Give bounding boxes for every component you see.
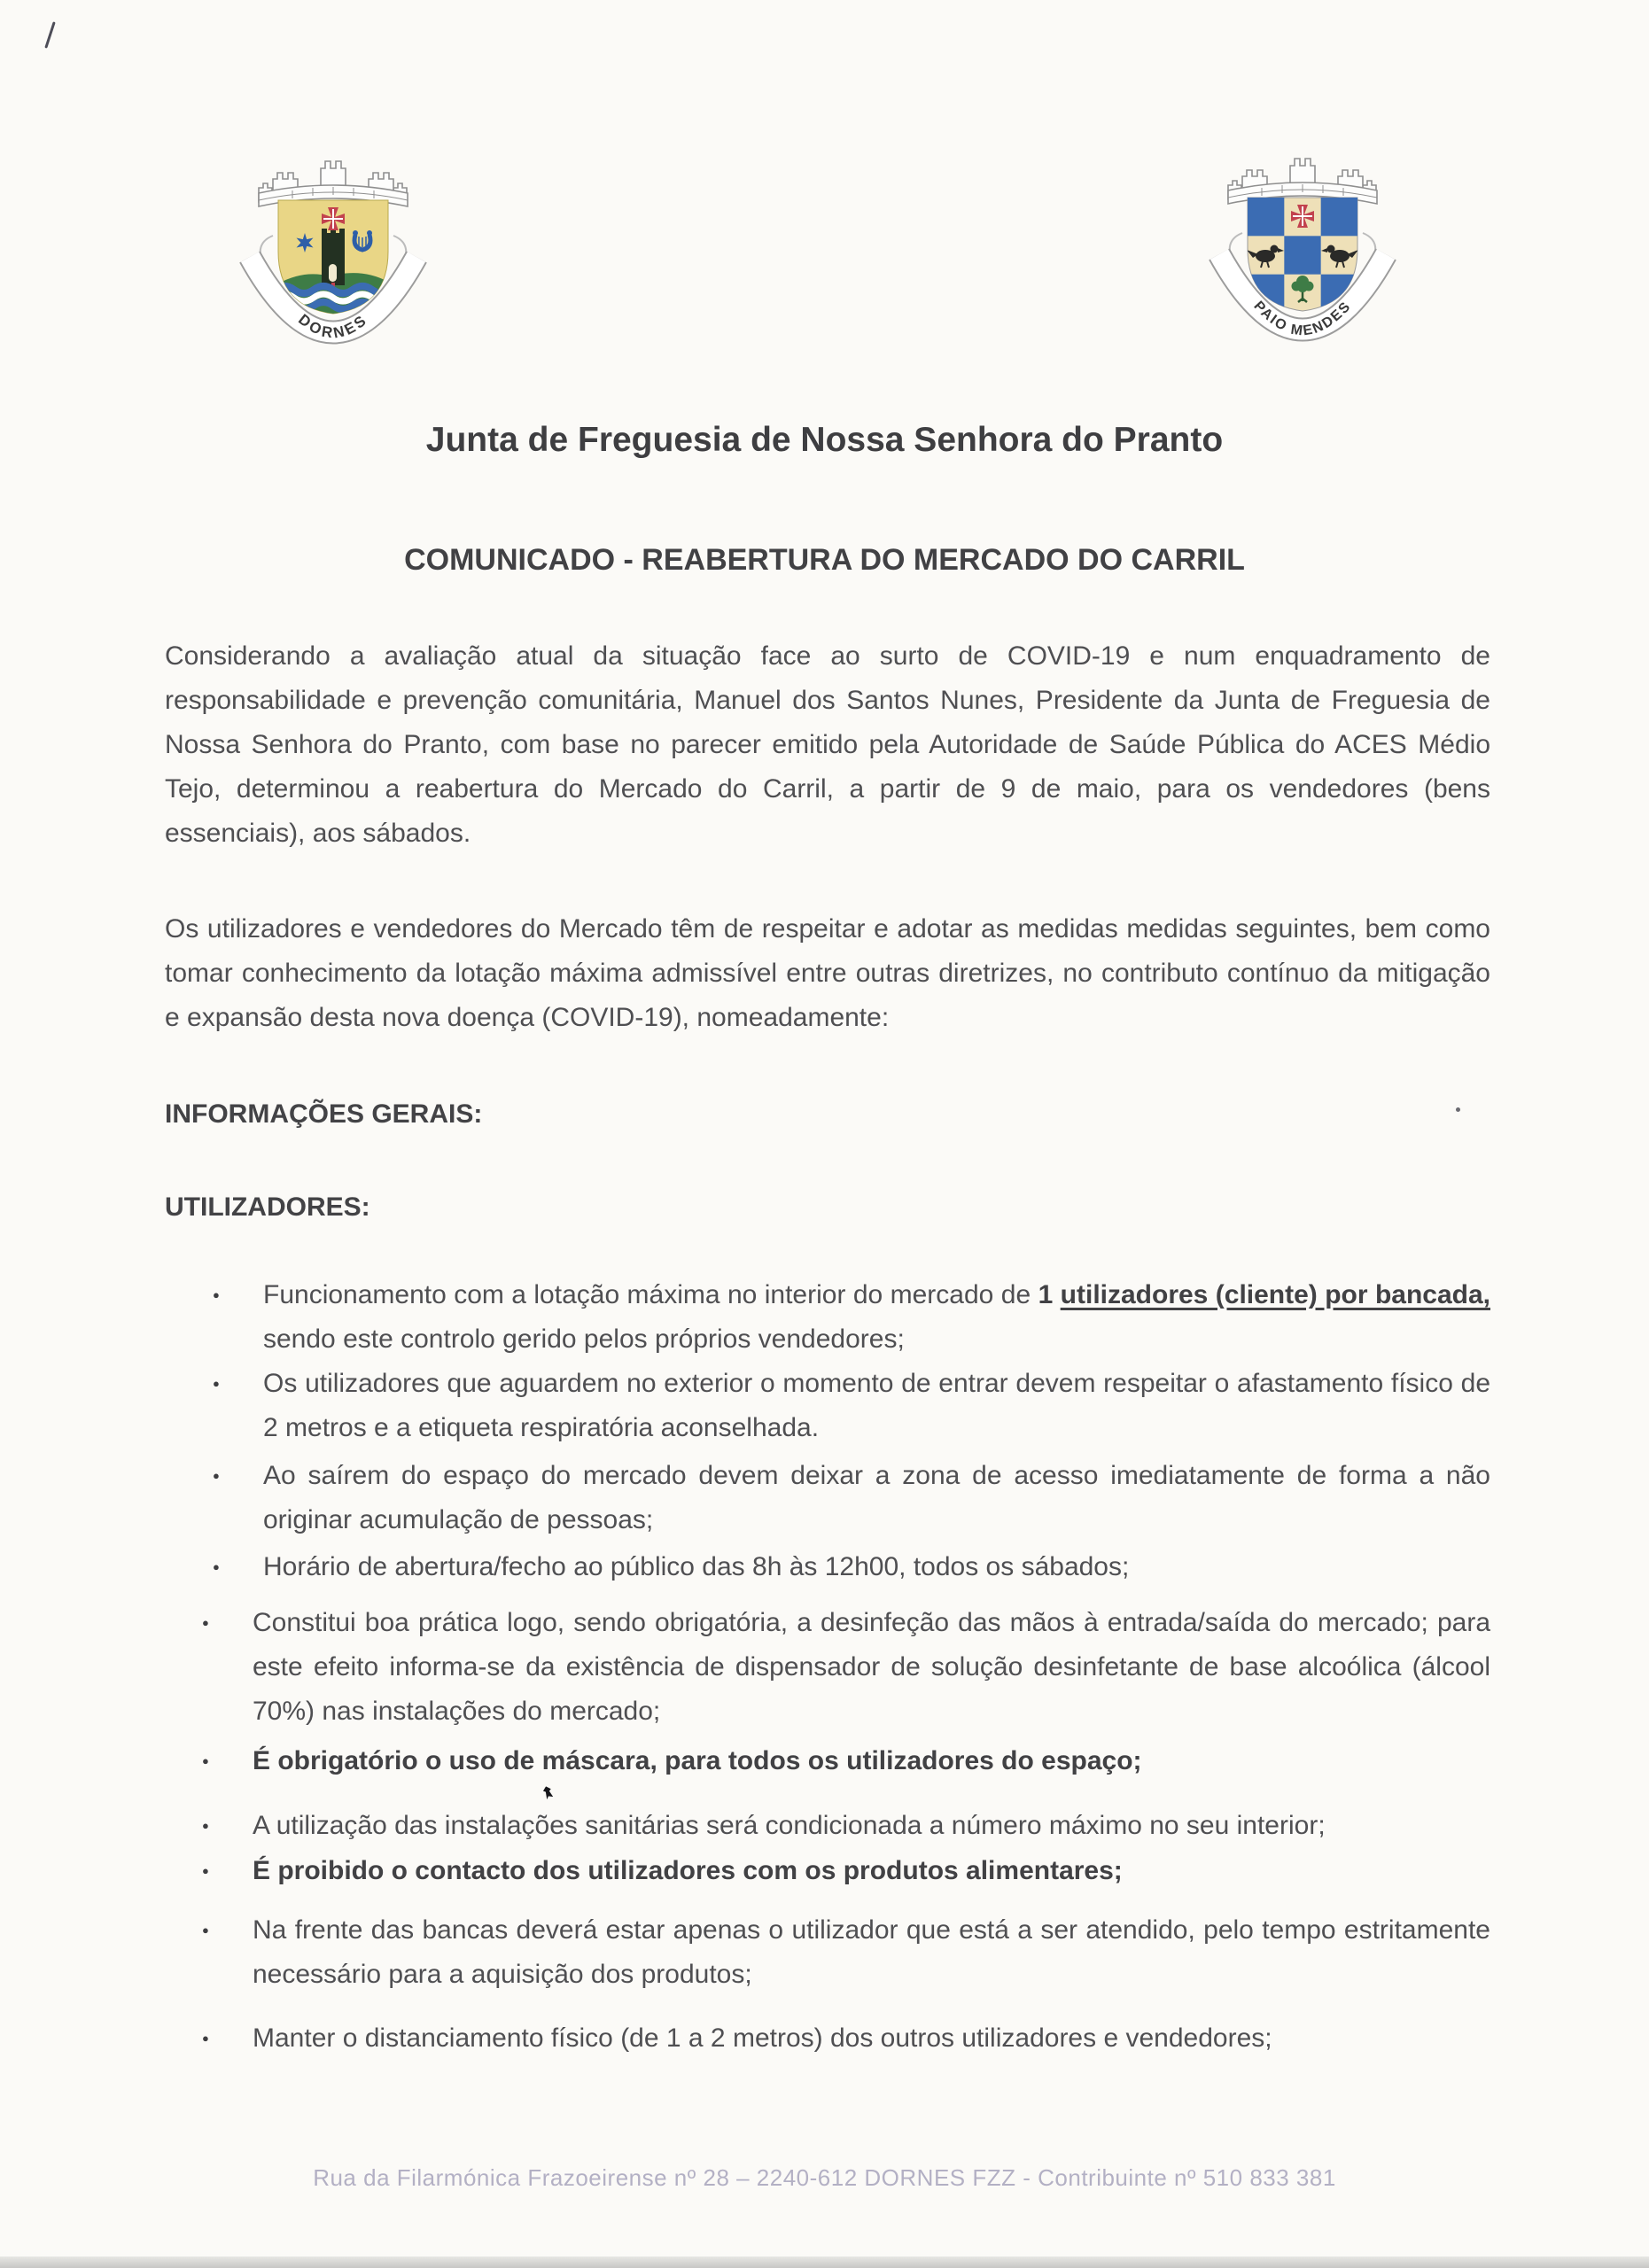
dornes-coat-of-arms [237, 151, 429, 351]
section-heading-general-info: INFORMAÇÕES GERAIS: [165, 1099, 483, 1129]
list-item [202, 1804, 1490, 1848]
list-item [202, 1849, 1490, 1893]
list-item [202, 1739, 1490, 1783]
measures-paragraph: Os utilizadores e vendedores do Mercado têm de respeitar e adotar as medidas medidas seguintes, bem como tomar conhecimento da lotação máxima admissível entre outras diretrizes, no contributo contínuo da mitigação e expansão desta nova doença (COVID-19), nomeadamente: [165, 914, 1490, 1032]
list-item-text: Ao saírem do espaço do mercado devem deixar a zona de acesso imediatamente de forma a não originar acumulação de pessoas; [263, 1461, 1490, 1534]
list-item-text: É obrigatório o uso de máscara, para todos os utilizadores do espaço; [253, 1746, 1142, 1775]
paio-mendes-coat-of-arms [1207, 148, 1398, 348]
list-item [213, 1545, 1490, 1589]
scan-edge-shadow [0, 2256, 1649, 2268]
bullet-marker-icon: ● [213, 1469, 220, 1482]
list-item-text: É proibido o contacto dos utilizadores com os produtos alimentares; [253, 1856, 1123, 1885]
mural-crown-icon [1228, 159, 1377, 204]
list-item-text: Constitui boa prática logo, sendo obrigatória, a desinfeção das mãos à entrada/saída do mercado; para este efeito informa-se da existência de dispensador de solução desinfetante de base alcoólica (álcool 70%) nas instalações do mercado; [253, 1608, 1490, 1726]
bullet-marker-icon: ● [213, 1560, 220, 1573]
list-item [213, 1273, 1490, 1362]
list-item [202, 2016, 1490, 2061]
mural-crown-icon [259, 161, 408, 206]
bullet-marker-icon: ● [202, 2031, 209, 2045]
footer-address: Rua da Filarmónica Frazoeirense nº 28 – 2240-612 DORNES FZZ - Contribuinte nº 510 833 381 [313, 2164, 1336, 2191]
bullet-marker-icon: ● [202, 1616, 209, 1629]
stray-dot-artifact [1456, 1107, 1460, 1112]
bullet-marker-icon: ● [202, 1819, 209, 1832]
list-item-text: Manter o distanciamento físico (de 1 a 2 metros) dos outros utilizadores e vendedores; [253, 2023, 1272, 2053]
bullet-marker-icon: ● [213, 1377, 220, 1390]
list-item [202, 1601, 1490, 1734]
crest-banner-text: DORNES [295, 310, 371, 342]
page-subtitle: COMUNICADO - REABERTURA DO MERCADO DO CARRIL [404, 543, 1245, 577]
pen-slash-artifact [44, 21, 55, 48]
list-item-text: Os utilizadores que aguardem no exterior o momento de entrar devem respeitar o afastamento físico de 2 metros e a etiqueta respiratória aconselhada. [263, 1369, 1490, 1442]
section-heading-users: UTILIZADORES: [165, 1192, 370, 1222]
list-item [202, 1908, 1490, 1997]
list-item [213, 1454, 1490, 1542]
bullet-marker-icon: ● [213, 1288, 220, 1301]
list-item [213, 1362, 1490, 1450]
bullet-marker-icon: ● [202, 1864, 209, 1877]
list-item-text: Horário de abertura/fecho ao público das 8h às 12h00, todos os sábados; [263, 1552, 1130, 1581]
list-item-text: Funcionamento com a lotação máxima no interior do mercado de 1 utilizadores (cliente) por bancada, sendo este controlo gerido pelos próprios vendedores; [263, 1280, 1491, 1354]
crest-banner-text: PAIO MENDES [1250, 298, 1355, 339]
list-item-text: A utilização das instalações sanitárias será condicionada a número máximo no seu interior; [253, 1811, 1326, 1840]
rules-bullet-list [0, 1273, 1649, 2061]
intro-paragraph: Considerando a avaliação atual da situação face ao surto de COVID-19 e num enquadramento de responsabilidade e prevenção comunitária, Manuel dos Santos Nunes, Presidente da Junta de Freguesia de Nossa Senhora do Pranto, com base no parecer emitido pela Autoridade de Saúde Pública do ACES Médio Tejo, determinou a reabertura do Mercado do Carril, a partir de 9 de maio, para os vendedores (bens essenciais), aos sábados. [165, 641, 1490, 848]
tower-door [329, 264, 337, 282]
bullet-marker-icon: ● [202, 1754, 209, 1767]
bullet-marker-icon: ● [202, 1923, 209, 1937]
page-title: Junta de Freguesia de Nossa Senhora do Pranto [425, 421, 1224, 459]
list-item-text: Na frente das bancas deverá estar apenas o utilizador que está a ser atendido, pelo tempo estritamente necessário para a aquisição dos produtos; [253, 1915, 1490, 1989]
